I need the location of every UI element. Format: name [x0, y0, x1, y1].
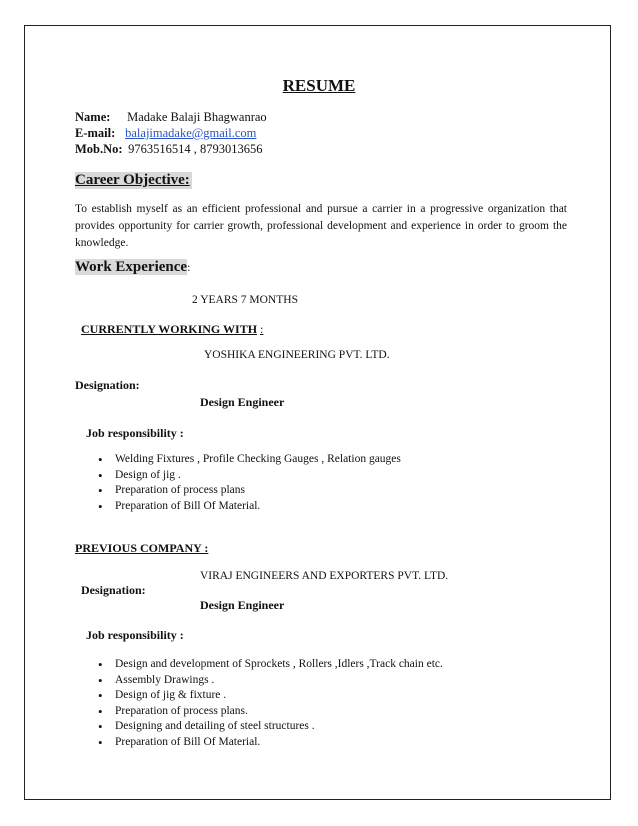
previous-responsibilities-list	[98, 657, 443, 750]
list-item: • Design of jig & fixture .	[98, 688, 443, 704]
email-row	[75, 126, 256, 141]
work-experience-heading-text: Work Experience	[75, 259, 188, 275]
previous-designation-value: Design Engineer	[200, 598, 285, 612]
career-objective-text: To establish myself as an efficient professional and pursue a carrier in a progressive organization that provides opportunity for carrier growth, professional development and experience in order to groom the knowledge.	[75, 203, 567, 249]
current-company-heading	[81, 322, 263, 337]
experience-duration: 2 YEARS 7 MONTHS	[192, 294, 298, 306]
current-designation-value: Design Engineer	[200, 395, 285, 409]
current-job-responsibility-label: Job responsibility :	[86, 426, 184, 440]
mobile-label: Mob.No:	[75, 142, 123, 156]
previous-company-heading: PREVIOUS COMPANY :	[75, 541, 209, 555]
name-row	[75, 110, 267, 125]
career-objective-heading	[75, 172, 192, 189]
work-experience-heading	[75, 259, 190, 276]
current-heading-text: CURRENTLY WORKING WITH	[81, 322, 258, 336]
list-item: • Preparation of Bill Of Material.	[98, 735, 443, 751]
name-label: Name:	[75, 110, 111, 124]
current-company-name: YOSHIKA ENGINEERING PVT. LTD.	[204, 349, 390, 361]
work-experience-colon: :	[187, 260, 191, 274]
mobile-row	[75, 142, 263, 157]
list-item: • Preparation of process plans	[98, 483, 401, 499]
previous-designation-label: Designation:	[81, 583, 146, 597]
list-item: • Preparation of Bill Of Material.	[98, 499, 401, 515]
current-heading-colon: :	[260, 322, 264, 336]
list-item: • Assembly Drawings .	[98, 673, 443, 689]
email-link[interactable]: balajimadake@gmail.com	[125, 126, 257, 140]
list-item: • Design and development of Sprockets , Rollers ,Idlers ,Track chain etc.	[98, 657, 443, 673]
resume-title: RESUME	[282, 76, 356, 95]
list-item: • Designing and detailing of steel structures .	[98, 719, 443, 735]
list-item: • Welding Fixtures , Profile Checking Gauges , Relation gauges	[98, 452, 401, 468]
previous-company-name: VIRAJ ENGINEERS AND EXPORTERS PVT. LTD.	[200, 570, 449, 582]
mobile-value: 9763516514 , 8793013656	[128, 142, 263, 156]
list-item: • Design of jig .	[98, 468, 401, 484]
current-responsibilities-list	[98, 452, 401, 514]
career-objective-heading-text: Career Objective:	[75, 172, 190, 188]
previous-job-responsibility-label: Job responsibility :	[86, 628, 184, 642]
current-designation-label: Designation:	[75, 378, 140, 392]
name-value: Madake Balaji Bhagwanrao	[127, 110, 267, 124]
list-item: • Preparation of process plans.	[98, 704, 443, 720]
email-label: E-mail:	[75, 126, 116, 140]
